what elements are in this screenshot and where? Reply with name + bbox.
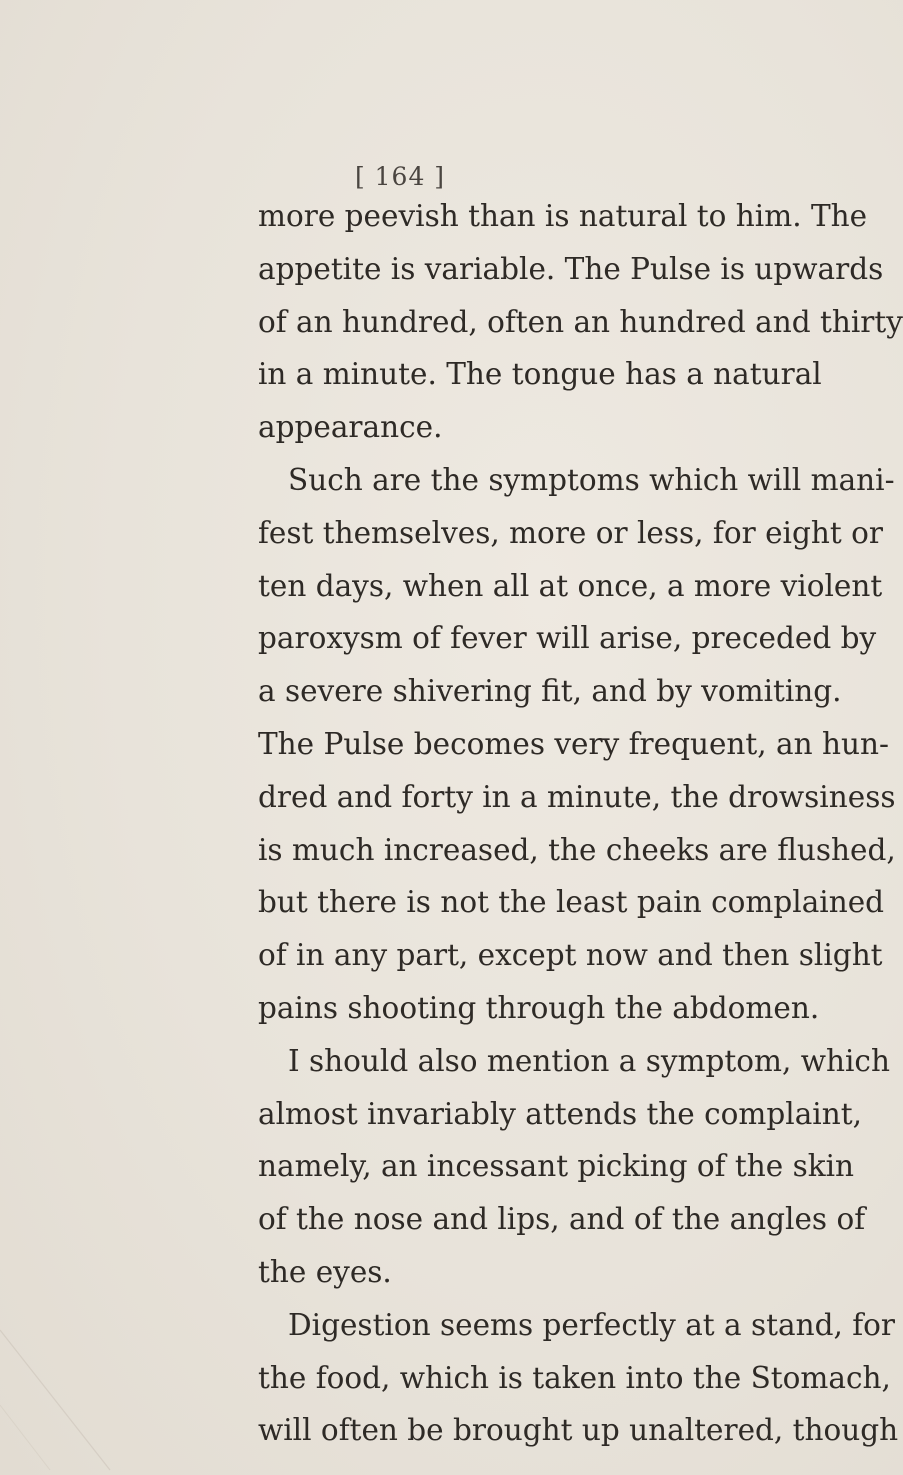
text-line: dred and forty in a minute, the drowsiness	[258, 779, 896, 814]
text-line: almost invariably attends the complaint,	[258, 1096, 862, 1131]
text-line: fest themselves, more or less, for eight or	[258, 515, 883, 550]
text-line: of the nose and lips, and of the angles of	[258, 1202, 866, 1237]
paragraph	[258, 190, 903, 454]
paragraph	[258, 1299, 899, 1457]
page-number: [ 164 ]	[354, 162, 446, 191]
text-line: namely, an incessant picking of the skin	[258, 1149, 855, 1184]
paragraph	[258, 454, 896, 1035]
text-line: ten days, when all at once, a more violent	[258, 568, 883, 603]
text-line: pains shooting through the abdomen.	[258, 990, 820, 1025]
text-line: appetite is variable. The Pulse is upwards	[258, 251, 884, 286]
text-line: the eyes.	[258, 1254, 392, 1289]
text-line: Such are the symptoms which will mani-	[288, 462, 895, 497]
text-line: but there is not the least pain complained	[258, 885, 885, 920]
text-line: Digestion seems perfectly at a stand, for	[288, 1307, 895, 1342]
text-line: of an hundred, often an hundred and thirty	[258, 304, 903, 339]
text-line: paroxysm of fever will arise, preceded by	[258, 621, 877, 656]
text-line: more peevish than is natural to him. The	[258, 199, 868, 233]
text-line: in a minute. The tongue has a natural	[258, 357, 822, 392]
paragraph	[258, 1035, 890, 1299]
text-line: is much increased, the cheeks are flushed,	[258, 832, 896, 867]
body-text	[258, 190, 903, 1457]
text-line: I should also mention a symptom, which	[288, 1043, 890, 1078]
text-line: will often be brought up unaltered, though	[258, 1413, 899, 1448]
text-line: of in any part, except now and then slight	[258, 938, 883, 973]
text-line: appearance.	[258, 410, 443, 445]
page-crease-mark	[0, 1310, 120, 1475]
text-line: the food, which is taken into the Stomach,	[258, 1360, 891, 1395]
text-line: The Pulse becomes very frequent, an hun-	[258, 726, 889, 761]
text-line: a severe shivering fit, and by vomiting.	[258, 674, 842, 709]
